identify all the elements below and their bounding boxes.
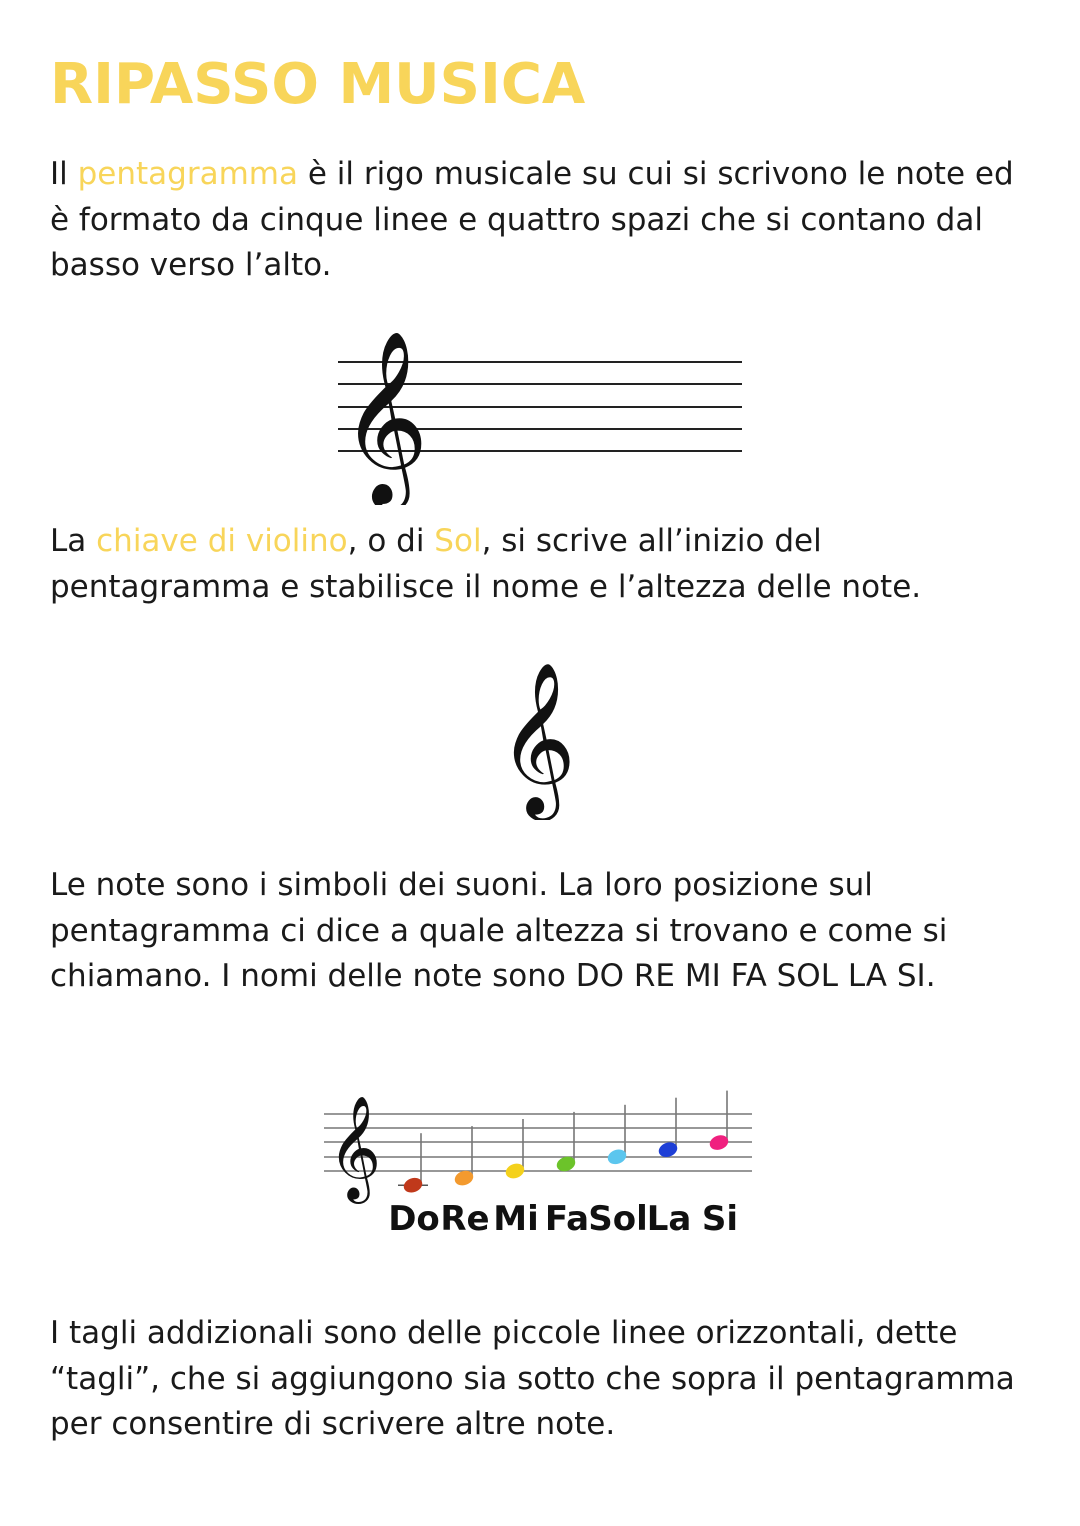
text-segment: Il <box>50 156 78 192</box>
note-label-la: La <box>646 1199 692 1239</box>
note-label-mi: Mi <box>493 1199 539 1239</box>
note-label-do: Do <box>388 1199 440 1239</box>
paragraph-tagli: I tagli addizionali sono delle piccole linee orizzontali, dette “tagli”, che si aggiungono sia sotto che sopra il pentagramma per consentire di scrivere altre note. <box>50 1315 1015 1442</box>
note-label-re: Re <box>440 1199 490 1239</box>
paragraph-chiave <box>50 519 1040 610</box>
text-segment: La <box>50 523 97 559</box>
treble-clef-icon: 𝄞 <box>340 330 429 504</box>
text-segment: è il rigo musicale su cui si scrivono le note ed è formato da cinque linee e quattro spazi che si contano dal basso verso l’alto. <box>50 156 1014 283</box>
text-segment: , o di <box>347 523 435 559</box>
treble-clef-icon: 𝄞 <box>328 1095 382 1200</box>
notes-staff-figure <box>318 1080 758 1240</box>
text-segment: , si scrive all’inizio del pentagramma e stabilisce il nome e l’altezza delle note. <box>50 523 922 605</box>
highlight-sol: Sol <box>434 523 482 559</box>
staff-with-clef-figure <box>300 310 780 505</box>
highlight-pentagramma: pentagramma <box>77 156 298 192</box>
treble-clef-icon: 𝄞 <box>498 661 577 815</box>
paragraph-note: Le note sono i simboli dei suoni. La loro posizione sul pentagramma ci dice a quale altezza si trovano e come si chiamano. I nomi delle note sono DO RE MI FA SOL LA SI. <box>50 867 948 994</box>
note-label-sol: Sol <box>588 1199 648 1239</box>
staff-lines <box>324 1114 752 1171</box>
highlight-chiave-di-violino: chiave di violino <box>96 523 348 559</box>
treble-clef-figure <box>490 655 600 820</box>
page-title: RIPASSO MUSICA <box>50 52 586 117</box>
paragraph-pentagramma <box>50 152 1040 289</box>
note-label-si: Si <box>701 1199 739 1239</box>
note-label-fa: Fa <box>544 1199 590 1239</box>
